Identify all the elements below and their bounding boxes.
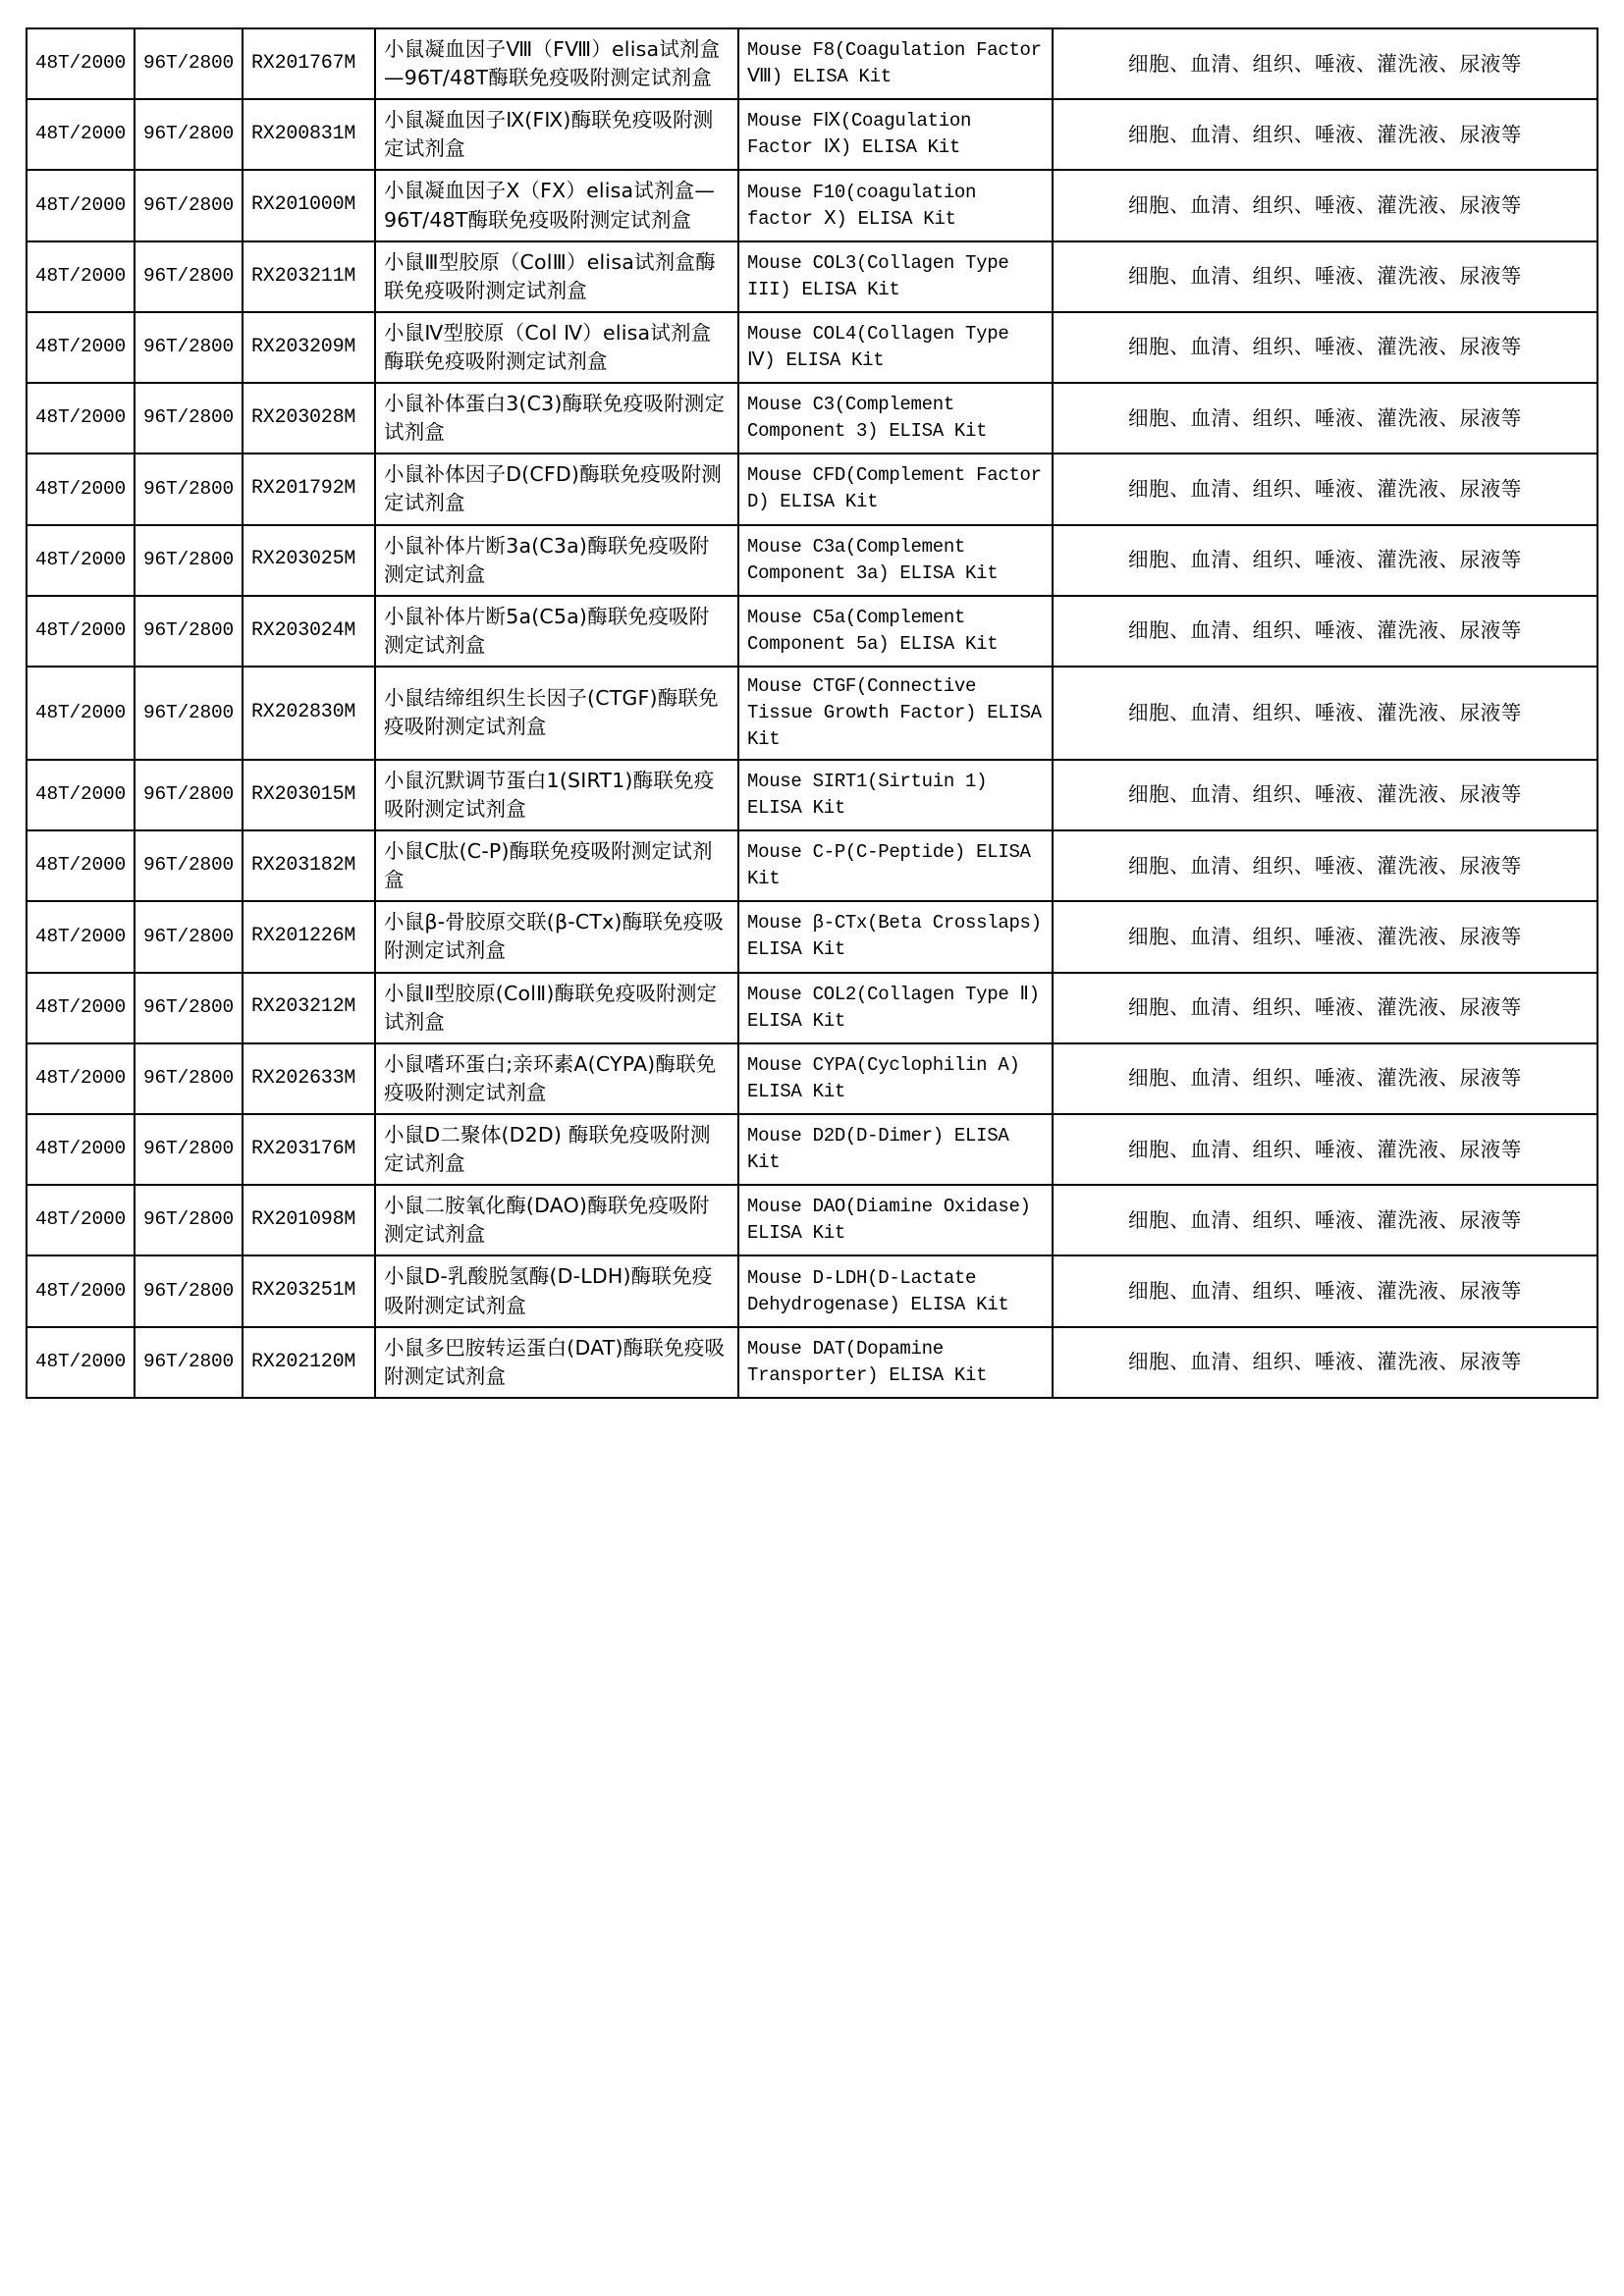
cell-sample-types: 细胞、血清、组织、唾液、灌洗液、尿液等 xyxy=(1053,1327,1597,1398)
cell-name-chinese: 小鼠C肽(C-P)酶联免疫吸附测定试剂盒 xyxy=(375,830,738,901)
cell-name-chinese: 小鼠D-乳酸脱氢酶(D-LDH)酶联免疫吸附测定试剂盒 xyxy=(375,1255,738,1326)
cell-spec-96t: 96T/2800 xyxy=(135,241,243,312)
cell-name-english: Mouse D-LDH(D-Lactate Dehydrogenase) ELISA Kit xyxy=(738,1255,1053,1326)
cell-product-code: RX202830M xyxy=(243,667,375,760)
cell-sample-types: 细胞、血清、组织、唾液、灌洗液、尿液等 xyxy=(1053,596,1597,667)
cell-sample-types: 细胞、血清、组织、唾液、灌洗液、尿液等 xyxy=(1053,901,1597,972)
cell-name-chinese: 小鼠凝血因子Ⅹ（FⅩ）elisa试剂盒—96T/48T酶联免疫吸附测定试剂盒 xyxy=(375,170,738,240)
cell-spec-96t: 96T/2800 xyxy=(135,830,243,901)
cell-spec-96t: 96T/2800 xyxy=(135,454,243,524)
cell-name-english: Mouse COL3(Collagen Type III) ELISA Kit xyxy=(738,241,1053,312)
table-row xyxy=(27,99,1597,170)
cell-name-chinese: 小鼠多巴胺转运蛋白(DAT)酶联免疫吸附测定试剂盒 xyxy=(375,1327,738,1398)
cell-sample-types: 细胞、血清、组织、唾液、灌洗液、尿液等 xyxy=(1053,1114,1597,1185)
cell-name-chinese: 小鼠β-骨胶原交联(β-CTx)酶联免疫吸附测定试剂盒 xyxy=(375,901,738,972)
cell-spec-48t: 48T/2000 xyxy=(27,1255,135,1326)
cell-name-english: Mouse COL2(Collagen Type Ⅱ) ELISA Kit xyxy=(738,973,1053,1043)
cell-spec-48t: 48T/2000 xyxy=(27,667,135,760)
cell-spec-96t: 96T/2800 xyxy=(135,99,243,170)
cell-name-english: Mouse CTGF(Connective Tissue Growth Factor) ELISA Kit xyxy=(738,667,1053,760)
cell-spec-48t: 48T/2000 xyxy=(27,1043,135,1114)
table-row xyxy=(27,667,1597,760)
cell-name-english: Mouse C5a(Complement Component 5a) ELISA Kit xyxy=(738,596,1053,667)
cell-sample-types: 细胞、血清、组织、唾液、灌洗液、尿液等 xyxy=(1053,383,1597,454)
cell-sample-types: 细胞、血清、组织、唾液、灌洗液、尿液等 xyxy=(1053,99,1597,170)
cell-name-chinese: 小鼠补体因子D(CFD)酶联免疫吸附测定试剂盒 xyxy=(375,454,738,524)
cell-name-english: Mouse C-P(C-Peptide) ELISA Kit xyxy=(738,830,1053,901)
cell-spec-96t: 96T/2800 xyxy=(135,973,243,1043)
cell-spec-96t: 96T/2800 xyxy=(135,1327,243,1398)
cell-sample-types: 细胞、血清、组织、唾液、灌洗液、尿液等 xyxy=(1053,312,1597,383)
cell-product-code: RX203182M xyxy=(243,830,375,901)
cell-spec-48t: 48T/2000 xyxy=(27,170,135,240)
cell-name-chinese: 小鼠二胺氧化酶(DAO)酶联免疫吸附测定试剂盒 xyxy=(375,1185,738,1255)
cell-product-code: RX203176M xyxy=(243,1114,375,1185)
cell-product-code: RX201098M xyxy=(243,1185,375,1255)
cell-name-chinese: 小鼠凝血因子Ⅸ(FⅨ)酶联免疫吸附测定试剂盒 xyxy=(375,99,738,170)
cell-name-chinese: 小鼠沉默调节蛋白1(SIRT1)酶联免疫吸附测定试剂盒 xyxy=(375,760,738,830)
cell-product-code: RX203025M xyxy=(243,525,375,596)
cell-sample-types: 细胞、血清、组织、唾液、灌洗液、尿液等 xyxy=(1053,973,1597,1043)
cell-spec-96t: 96T/2800 xyxy=(135,1043,243,1114)
table-row xyxy=(27,901,1597,972)
cell-spec-96t: 96T/2800 xyxy=(135,525,243,596)
cell-name-english: Mouse F8(Coagulation Factor Ⅷ) ELISA Kit xyxy=(738,28,1053,99)
cell-name-chinese: 小鼠Ⅲ型胶原（ColⅢ）elisa试剂盒酶联免疫吸附测定试剂盒 xyxy=(375,241,738,312)
cell-spec-96t: 96T/2800 xyxy=(135,383,243,454)
cell-name-chinese: 小鼠Ⅱ型胶原(ColⅡ)酶联免疫吸附测定试剂盒 xyxy=(375,973,738,1043)
cell-spec-48t: 48T/2000 xyxy=(27,973,135,1043)
cell-product-code: RX203015M xyxy=(243,760,375,830)
cell-name-chinese: 小鼠Ⅳ型胶原（Col Ⅳ）elisa试剂盒酶联免疫吸附测定试剂盒 xyxy=(375,312,738,383)
cell-name-english: Mouse DAO(Diamine Oxidase) ELISA Kit xyxy=(738,1185,1053,1255)
table-row xyxy=(27,170,1597,240)
cell-sample-types: 细胞、血清、组织、唾液、灌洗液、尿液等 xyxy=(1053,28,1597,99)
table-row xyxy=(27,241,1597,312)
table-row xyxy=(27,830,1597,901)
cell-spec-48t: 48T/2000 xyxy=(27,383,135,454)
cell-spec-96t: 96T/2800 xyxy=(135,1255,243,1326)
cell-spec-48t: 48T/2000 xyxy=(27,596,135,667)
cell-name-english: Mouse SIRT1(Sirtuin 1) ELISA Kit xyxy=(738,760,1053,830)
cell-sample-types: 细胞、血清、组织、唾液、灌洗液、尿液等 xyxy=(1053,1043,1597,1114)
cell-name-english: Mouse C3a(Complement Component 3a) ELISA Kit xyxy=(738,525,1053,596)
cell-spec-96t: 96T/2800 xyxy=(135,170,243,240)
cell-name-english: Mouse F10(coagulation factor Ⅹ) ELISA Kit xyxy=(738,170,1053,240)
cell-spec-48t: 48T/2000 xyxy=(27,830,135,901)
cell-sample-types: 细胞、血清、组织、唾液、灌洗液、尿液等 xyxy=(1053,170,1597,240)
table-row xyxy=(27,760,1597,830)
cell-product-code: RX202120M xyxy=(243,1327,375,1398)
table-row xyxy=(27,596,1597,667)
cell-spec-48t: 48T/2000 xyxy=(27,1114,135,1185)
table-row xyxy=(27,28,1597,99)
cell-name-english: Mouse COL4(Collagen Type Ⅳ) ELISA Kit xyxy=(738,312,1053,383)
cell-sample-types: 细胞、血清、组织、唾液、灌洗液、尿液等 xyxy=(1053,454,1597,524)
cell-product-code: RX203212M xyxy=(243,973,375,1043)
cell-product-code: RX202633M xyxy=(243,1043,375,1114)
cell-name-chinese: 小鼠补体蛋白3(C3)酶联免疫吸附测定试剂盒 xyxy=(375,383,738,454)
cell-product-code: RX203211M xyxy=(243,241,375,312)
cell-spec-48t: 48T/2000 xyxy=(27,454,135,524)
cell-spec-96t: 96T/2800 xyxy=(135,760,243,830)
cell-sample-types: 细胞、血清、组织、唾液、灌洗液、尿液等 xyxy=(1053,241,1597,312)
cell-spec-48t: 48T/2000 xyxy=(27,901,135,972)
product-catalog-table xyxy=(26,27,1598,1399)
cell-name-english: Mouse DAT(Dopamine Transporter) ELISA Kit xyxy=(738,1327,1053,1398)
cell-product-code: RX203209M xyxy=(243,312,375,383)
table-row xyxy=(27,1114,1597,1185)
cell-sample-types: 细胞、血清、组织、唾液、灌洗液、尿液等 xyxy=(1053,525,1597,596)
cell-product-code: RX203251M xyxy=(243,1255,375,1326)
cell-name-chinese: 小鼠补体片断3a(C3a)酶联免疫吸附测定试剂盒 xyxy=(375,525,738,596)
cell-spec-96t: 96T/2800 xyxy=(135,596,243,667)
cell-spec-48t: 48T/2000 xyxy=(27,525,135,596)
cell-product-code: RX200831M xyxy=(243,99,375,170)
cell-product-code: RX201226M xyxy=(243,901,375,972)
cell-name-english: Mouse D2D(D-Dimer) ELISA Kit xyxy=(738,1114,1053,1185)
cell-name-english: Mouse CFD(Complement Factor D) ELISA Kit xyxy=(738,454,1053,524)
cell-product-code: RX203028M xyxy=(243,383,375,454)
cell-name-english: Mouse C3(Complement Component 3) ELISA Kit xyxy=(738,383,1053,454)
cell-name-english: Mouse CYPA(Cyclophilin A) ELISA Kit xyxy=(738,1043,1053,1114)
cell-spec-48t: 48T/2000 xyxy=(27,99,135,170)
table-row xyxy=(27,1185,1597,1255)
table-row xyxy=(27,383,1597,454)
cell-product-code: RX201792M xyxy=(243,454,375,524)
cell-name-english: Mouse FⅨ(Coagulation Factor Ⅸ) ELISA Kit xyxy=(738,99,1053,170)
cell-sample-types: 细胞、血清、组织、唾液、灌洗液、尿液等 xyxy=(1053,1185,1597,1255)
table-row xyxy=(27,1255,1597,1326)
cell-spec-48t: 48T/2000 xyxy=(27,312,135,383)
table-row xyxy=(27,454,1597,524)
cell-name-chinese: 小鼠补体片断5a(C5a)酶联免疫吸附测定试剂盒 xyxy=(375,596,738,667)
cell-sample-types: 细胞、血清、组织、唾液、灌洗液、尿液等 xyxy=(1053,1255,1597,1326)
cell-name-english: Mouse β-CTx(Beta Crosslaps) ELISA Kit xyxy=(738,901,1053,972)
cell-sample-types: 细胞、血清、组织、唾液、灌洗液、尿液等 xyxy=(1053,667,1597,760)
cell-product-code: RX201000M xyxy=(243,170,375,240)
cell-spec-48t: 48T/2000 xyxy=(27,241,135,312)
cell-sample-types: 细胞、血清、组织、唾液、灌洗液、尿液等 xyxy=(1053,760,1597,830)
cell-spec-96t: 96T/2800 xyxy=(135,901,243,972)
table-row xyxy=(27,973,1597,1043)
cell-spec-96t: 96T/2800 xyxy=(135,28,243,99)
cell-name-chinese: 小鼠凝血因子Ⅷ（FⅧ）elisa试剂盒—96T/48T酶联免疫吸附测定试剂盒 xyxy=(375,28,738,99)
cell-spec-48t: 48T/2000 xyxy=(27,1327,135,1398)
table-row xyxy=(27,525,1597,596)
cell-name-chinese: 小鼠嗜环蛋白;亲环素A(CYPA)酶联免疫吸附测定试剂盒 xyxy=(375,1043,738,1114)
cell-spec-96t: 96T/2800 xyxy=(135,1114,243,1185)
cell-spec-48t: 48T/2000 xyxy=(27,28,135,99)
cell-spec-48t: 48T/2000 xyxy=(27,1185,135,1255)
cell-product-code: RX201767M xyxy=(243,28,375,99)
cell-spec-96t: 96T/2800 xyxy=(135,667,243,760)
cell-name-chinese: 小鼠结缔组织生长因子(CTGF)酶联免疫吸附测定试剂盒 xyxy=(375,667,738,760)
table-body xyxy=(27,28,1597,1398)
cell-sample-types: 细胞、血清、组织、唾液、灌洗液、尿液等 xyxy=(1053,830,1597,901)
table-row xyxy=(27,1043,1597,1114)
cell-product-code: RX203024M xyxy=(243,596,375,667)
cell-spec-48t: 48T/2000 xyxy=(27,760,135,830)
table-row xyxy=(27,1327,1597,1398)
cell-spec-96t: 96T/2800 xyxy=(135,1185,243,1255)
cell-name-chinese: 小鼠D二聚体(D2D) 酶联免疫吸附测定试剂盒 xyxy=(375,1114,738,1185)
cell-spec-96t: 96T/2800 xyxy=(135,312,243,383)
table-row xyxy=(27,312,1597,383)
